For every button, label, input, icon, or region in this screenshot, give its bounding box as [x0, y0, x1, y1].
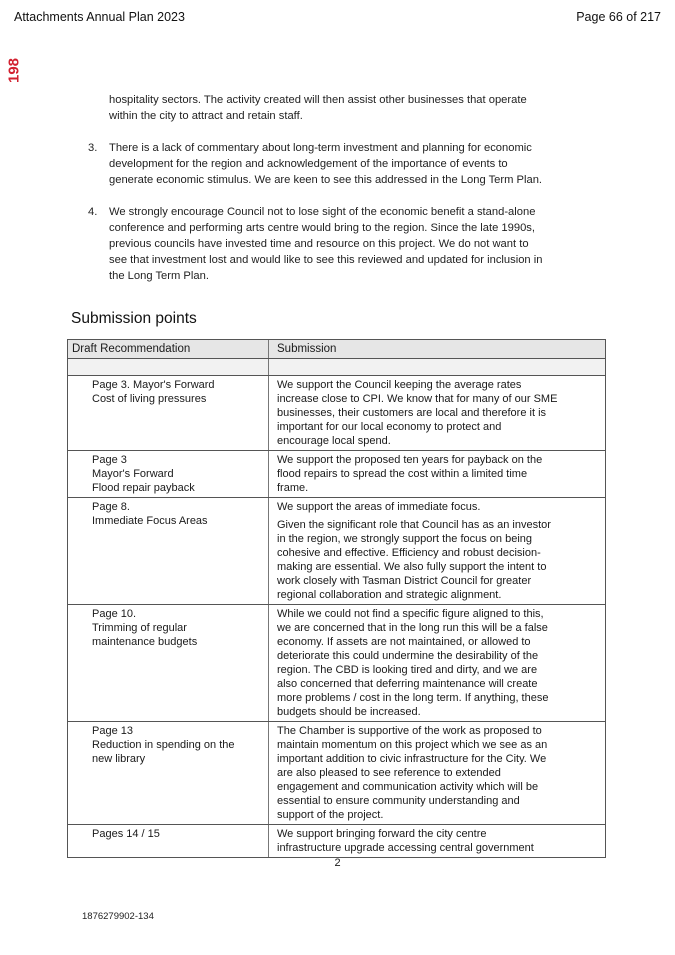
- cell-line: flood repairs to spread the cost within a limited time: [277, 468, 528, 480]
- cell-line: Page 8.: [92, 501, 130, 513]
- document-header-title: Attachments Annual Plan 2023: [14, 10, 185, 24]
- text-line: hospitality sectors. The activity created will then assist other businesses that operate: [109, 94, 527, 106]
- text-line: previous councils have invested time and resource on this project. We do not want to: [109, 238, 529, 250]
- text-line: the Long Term Plan.: [109, 270, 209, 282]
- draft-recommendation-cell: [68, 605, 269, 721]
- item-text: [109, 140, 608, 188]
- cell-line: work closely with Tasman District Council for greater: [277, 575, 532, 587]
- cell-line: regional collaboration and strategic alignment.: [277, 589, 502, 601]
- text-line: We strongly encourage Council not to lose sight of the economic benefit a stand-alone: [109, 206, 536, 218]
- cell-line: we are concerned that in the long run this will be a false: [277, 622, 548, 634]
- section-title: Submission points: [71, 310, 197, 327]
- cell-line: Page 3: [92, 454, 127, 466]
- cell-line: Pages 14 / 15: [92, 828, 160, 840]
- submission-cell: [269, 376, 605, 450]
- draft-recommendation-cell: [68, 376, 269, 450]
- table-spacer-row: [68, 359, 605, 376]
- cell-line: region. The CBD is looking tired and dirty, and we are: [277, 664, 538, 676]
- cell-line: making are essential. We also fully support the intent to: [277, 561, 547, 573]
- cell-line: important addition to civic infrastructure for the City. We: [277, 753, 547, 765]
- text-line: There is a lack of commentary about long-term investment and planning for economic: [109, 142, 532, 154]
- cell-line: businesses, their customers are local and therefore it is: [277, 407, 547, 419]
- submission-cell: [269, 825, 605, 857]
- text-line: within the city to attract and retain staff.: [109, 110, 303, 122]
- submission-cell: [269, 605, 605, 721]
- submission-cell: [269, 498, 605, 604]
- continuation-paragraph: [109, 92, 609, 124]
- cell-line: maintain momentum on this project which we see as an: [277, 739, 548, 751]
- cell-line: Page 10.: [92, 608, 137, 620]
- item-number: 3.: [88, 142, 98, 154]
- cell-line: economy. If assets are not maintained, or allowed to: [277, 636, 531, 648]
- cell-line: We support the Council keeping the average rates: [277, 379, 522, 391]
- draft-recommendation-cell: [68, 498, 269, 604]
- table-spacer-cell: [269, 359, 605, 375]
- table-row: [68, 722, 605, 825]
- cell-line: Reduction in spending on the: [92, 739, 235, 751]
- cell-line: Page 3. Mayor's Forward: [92, 379, 215, 391]
- table-row: [68, 376, 605, 451]
- table-row: [68, 605, 605, 722]
- cell-line: new library: [92, 753, 146, 765]
- cell-line: cohesive and effective. Efficiency and robust decision-: [277, 547, 541, 559]
- cell-line: Mayor's Forward: [92, 468, 174, 480]
- cell-line: infrastructure upgrade accessing central government: [277, 842, 534, 854]
- cell-line: The Chamber is supportive of the work as proposed to: [277, 725, 542, 737]
- cell-line: deteriorate this could undermine the desirability of the: [277, 650, 539, 662]
- table-row: [68, 825, 605, 858]
- table-row: [68, 451, 605, 498]
- cell-line: We support bringing forward the city centre: [277, 828, 487, 840]
- document-page-counter: Page 66 of 217: [576, 10, 661, 24]
- text-line: development for the region and acknowledgement of the importance of events to: [109, 158, 508, 170]
- table-spacer-cell: [68, 359, 269, 375]
- cell-line: support of the project.: [277, 809, 384, 821]
- text-line: generate economic stimulus. We are keen to see this addressed in the Long Term Plan.: [109, 174, 543, 186]
- cell-line: engagement and communication activity which will be: [277, 781, 539, 793]
- cell-line: also concerned that deferring maintenance will create: [277, 678, 538, 690]
- cell-line: essential to ensure community understanding and: [277, 795, 520, 807]
- text-line: conference and performing arts centre would bring to the region. Since the late 1990s,: [109, 222, 536, 234]
- cell-line: frame.: [277, 482, 309, 494]
- cell-line: important for our local economy to protect and: [277, 421, 502, 433]
- table-row: [68, 498, 605, 605]
- sidebar-page-number: 198: [5, 57, 23, 84]
- draft-recommendation-cell: [68, 451, 269, 497]
- column-header-draft-recommendation: Draft Recommendation: [68, 340, 269, 358]
- draft-recommendation-cell: [68, 722, 269, 824]
- submission-table: [67, 339, 606, 858]
- cell-line: Flood repair payback: [92, 482, 195, 494]
- cell-line: Immediate Focus Areas: [92, 515, 208, 527]
- document-id: 1876279902-134: [82, 911, 154, 922]
- cell-line: more problems / cost in the long term. If anything, these: [277, 692, 549, 704]
- cell-line: While we could not find a specific figure aligned to this,: [277, 608, 544, 620]
- cell-line: Trimming of regular: [92, 622, 187, 634]
- cell-line: We support the areas of immediate focus.: [277, 501, 481, 513]
- cell-line: budgets should be increased.: [277, 706, 421, 718]
- cell-line: Cost of living pressures: [92, 393, 207, 405]
- text-line: see that investment lost and would like to see this reviewed and updated for inclusion in: [109, 254, 543, 266]
- column-header-submission: Submission: [277, 343, 337, 355]
- cell-line: Page 13: [92, 725, 133, 737]
- submission-cell: [269, 722, 605, 824]
- cell-line: in the region, we strongly support the focus on being: [277, 533, 532, 545]
- cell-line: are also pleased to see reference to extended: [277, 767, 501, 779]
- cell-line: encourage local spend.: [277, 435, 391, 447]
- item-text: [109, 204, 608, 284]
- page-number: 2: [334, 857, 341, 869]
- item-number: 4.: [88, 206, 98, 218]
- cell-line: Given the significant role that Council has as an investor: [277, 519, 551, 531]
- cell-line: maintenance budgets: [92, 636, 198, 648]
- submission-cell: [269, 451, 605, 497]
- cell-line: We support the proposed ten years for payback on the: [277, 454, 543, 466]
- table-header-row: [68, 340, 605, 359]
- draft-recommendation-cell: [68, 825, 269, 857]
- cell-line: increase close to CPI. We know that for many of our SME: [277, 393, 558, 405]
